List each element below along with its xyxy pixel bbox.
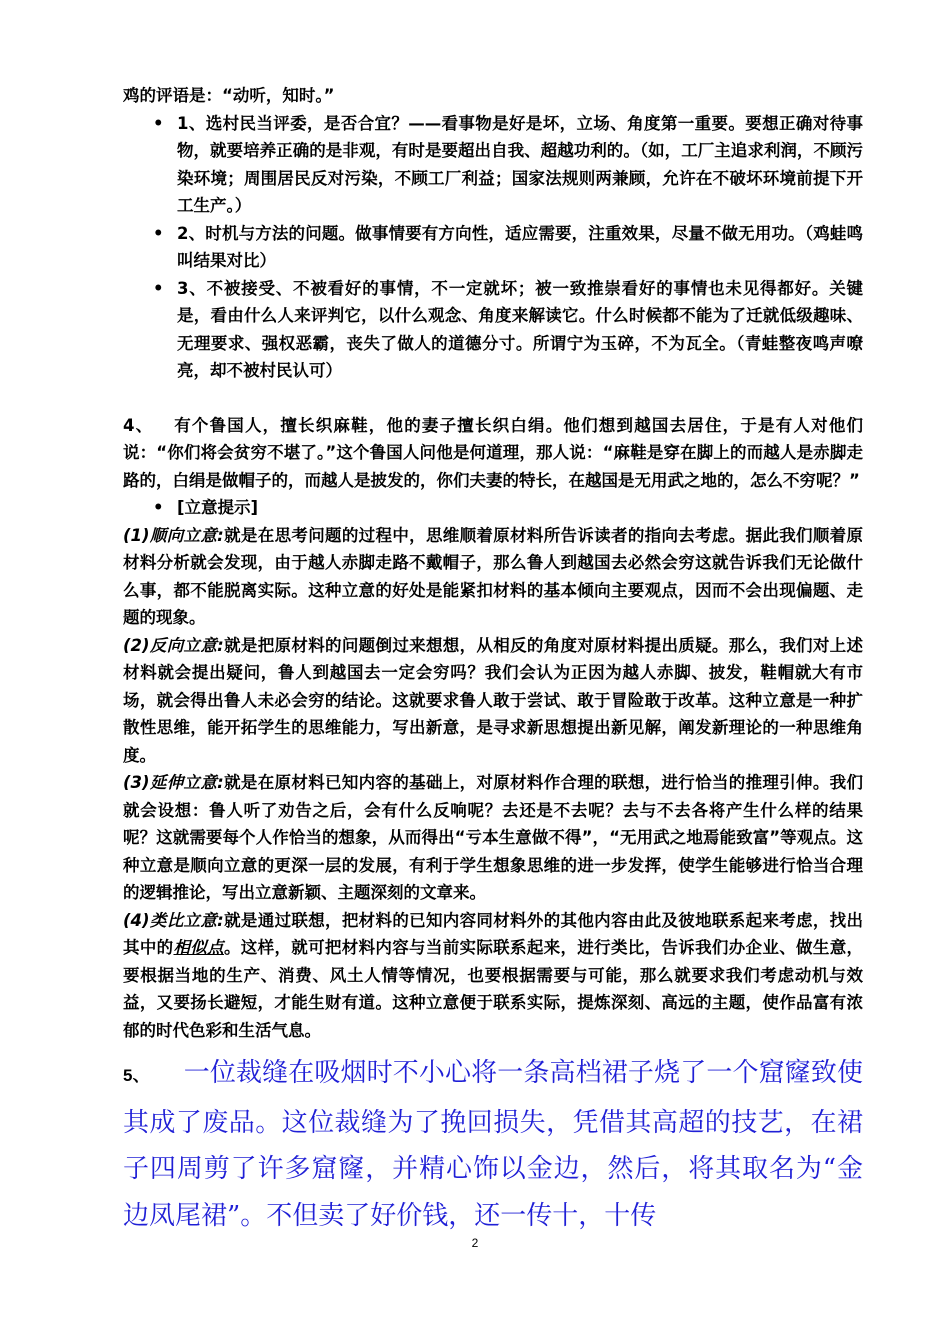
bullet-dot-icon: • xyxy=(153,278,164,298)
section-number: 4、 xyxy=(123,415,154,435)
point-extension xyxy=(123,769,863,907)
bullet-text: 1、选村民当评委，是否合宜？——看事物是好是坏，立场、角度第一重要。要想正确对待事物，就要培养正确的是非观，有时是要超出自我、超越功利的。（如，工厂主追求利润，不顾污染环境；周围居民反对污染，不顾工厂利益；国家法规则两兼顾，允许在不破坏环境前提下开工生产。） xyxy=(177,113,863,215)
section-number: 5、 xyxy=(123,1066,150,1085)
point-label: (2)反向立意: xyxy=(123,635,224,655)
point-text: 就是在思考问题的过程中，思维顺着原材料所告诉读者的指向去考虑。据此我们顺着原材料分析就会发现，由于越人赤脚走路不戴帽子，那么鲁人到越国去必然会穷这就告诉我们无论做什么事，都不能脱离实际。这种立意的好处是能紧扣材料的基本倾向主要观点，因而不会出现偏题、走题的现象。 xyxy=(123,525,864,627)
bullet-item xyxy=(123,110,863,220)
paragraph-gap xyxy=(123,385,863,412)
bullet-dot-icon: • xyxy=(153,498,164,517)
hint-heading xyxy=(123,494,863,522)
point-text-after: 。这样，就可把材料内容与当前实际联系起来，进行类比，告诉我们办企业、做生意，要根据当地的生产、消费、风土人情等情况，也要根据需要与可能，那么就要求我们考虑动机与效益，又要扬长避短，才能生财有道。这种立意便于联系实际，提炼深刻、高远的主题，使作品富有浓郁的时代色彩和生活气息。 xyxy=(123,938,864,1040)
bullet-dot-icon: • xyxy=(153,113,164,133)
bullet-text: 3、不被接受、不被看好的事情，不一定就坏；被一致推崇看好的事情也未见得都好。关键是，看由什么人来评判它，以什么观念、角度来解读它。什么时候都不能为了迁就低级趣味、无理要求、强权恶霸，丧失了做人的道德分寸。所谓宁为玉碎，不为瓦全。（青蛙整夜鸣声嘹亮，却不被村民认可） xyxy=(177,278,863,380)
point-text: 就是在原材料已知内容的基础上，对原材料作合理的联想，进行恰当的推理引伸。我们就会设想：鲁人听了劝告之后，会有什么反响呢？去还是不去呢？去与不去各将产生什么样的结果呢？这就需要每个人作恰当的想象，从而得出“亏本生意做不得”，“无用武之地焉能致富”等观点。这种立意是顺向立意的更深一层的发展，有利于学生想象思维的进一步发挥，使学生能够进行恰当合理的逻辑推论，写出立意新颖、主题深刻的文章来。 xyxy=(123,773,864,902)
point-label: (4)类比立意: xyxy=(123,910,224,930)
point-analogy xyxy=(123,907,863,1045)
point-text: 就是把原材料的问题倒过来想想，从相反的角度对原材料提出质疑。那么，我们对上述材料就会提出疑问，鲁人到越国去一定会穷吗？我们会认为正因为越人赤脚、披发，鞋帽就大有市场，就会得出鲁人未必会穷的结论。这就要求鲁人敢于尝试、敢于冒险敢于改革。这种立意是一种扩散性思维，能开拓学生的思维能力，写出新意，是寻求新思想提出新见解，阐发新理论的一种思维角度。 xyxy=(123,635,864,765)
page-number: 2 xyxy=(471,1236,479,1250)
section-body: 有个鲁国人，擅长织麻鞋，他的妻子擅长织白绢。他们想到越国去居住，于是有人对他们说：“你们将会贫穷不堪了。”这个鲁国人问他是何道理，那人说：“麻鞋是穿在脚上的而越人是赤脚走路的，白绢是做帽子的，而越人是披发的，你们夫妻的特长，在越国是无用武之地的，怎么不穷呢？” xyxy=(123,415,864,490)
section-body: 一位裁缝在吸烟时不小心将一条高档裙子烧了一个窟窿致使其成了废品。这位裁缝为了挽回损失，凭借其高超的技艺，在裙子四周剪了许多窟窿，并精心饰以金边，然后，将其取名为“金边凤尾裙”。不但卖了好价钱，还一传十，十传 xyxy=(123,1058,863,1231)
intro-line: 鸡的评语是：“动听，知时。” xyxy=(123,86,335,105)
section-4-text xyxy=(123,412,863,495)
bullet-list-top xyxy=(123,110,863,385)
hint-label: [立意提示] xyxy=(177,498,259,517)
bullet-text: 2、时机与方法的问题。做事情要有方向性，适应需要，注重效果，尽量不做无用功。（鸡蛙鸣叫结果对比） xyxy=(177,223,863,270)
bullet-dot-icon: • xyxy=(153,223,164,243)
point-underlined-term: 相似点 xyxy=(173,938,224,957)
point-label: (3)延伸立意: xyxy=(123,773,224,792)
bullet-item xyxy=(123,220,863,275)
point-text-before: 就是通过联想，把材料的已知内容同材料外的其他内容由此及彼地联系起来考虑，找出其中的 xyxy=(123,910,864,957)
point-forward xyxy=(123,522,863,632)
point-reverse xyxy=(123,632,863,770)
section-5-text xyxy=(123,1050,863,1239)
point-label: (1)顺向立意: xyxy=(123,525,224,545)
bullet-item xyxy=(123,275,863,385)
document-body xyxy=(123,82,863,1265)
